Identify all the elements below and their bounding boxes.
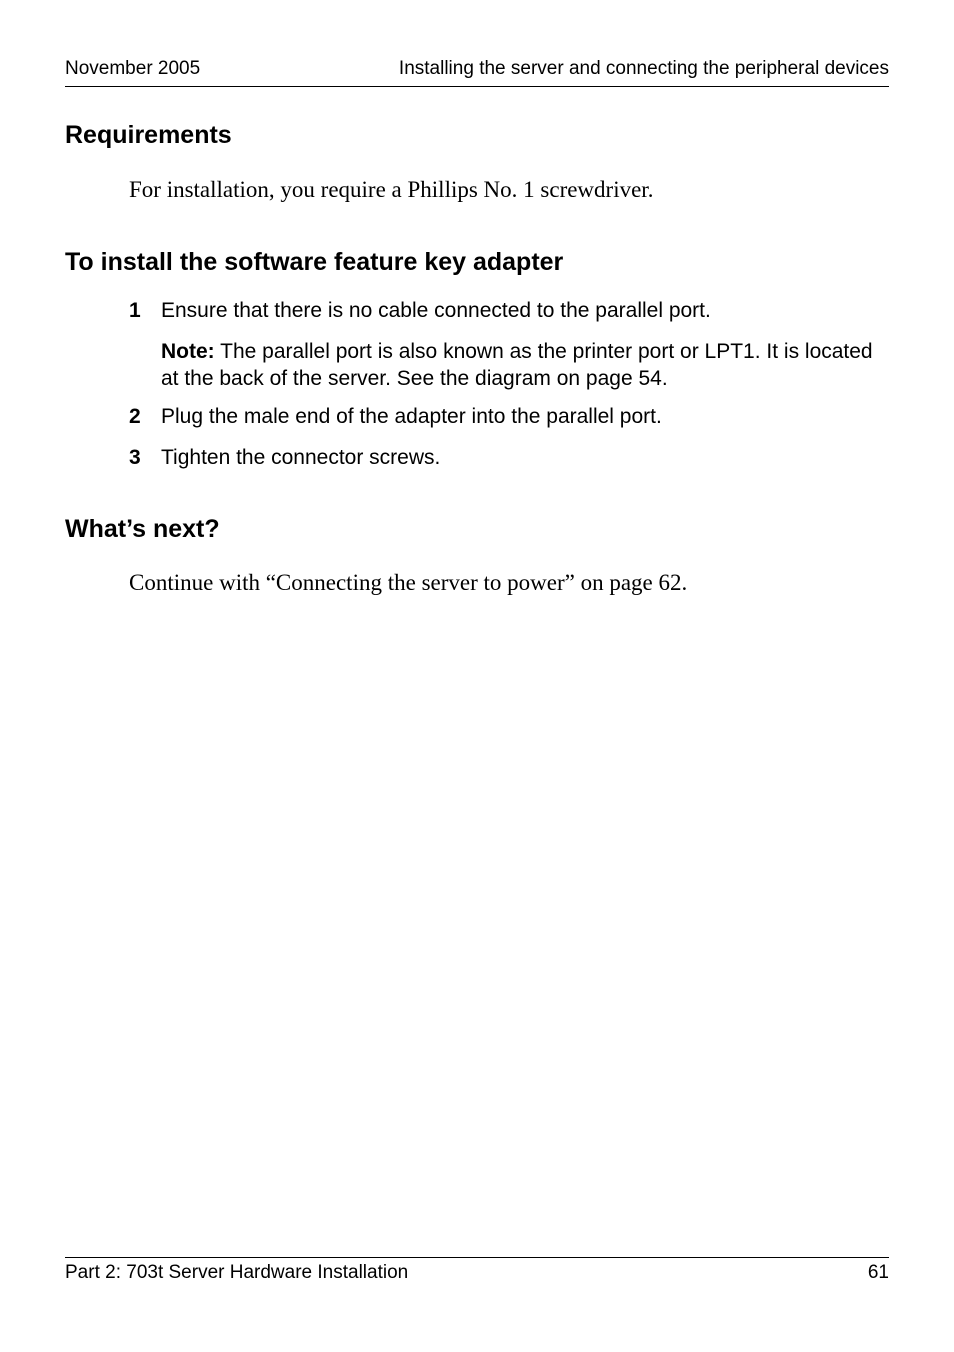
header-chapter-title: Installing the server and connecting the peripheral devices bbox=[398, 58, 889, 79]
page-number: 61 bbox=[867, 1262, 889, 1283]
note bbox=[161, 338, 881, 392]
requirements-text: For installation, you require a Phillips No. 1 screwdriver. bbox=[129, 177, 654, 202]
whats-next-text: Continue with “Connecting the server to power” on page 62. bbox=[129, 570, 688, 595]
step-text: Ensure that there is no cable connected to the parallel port. bbox=[161, 299, 711, 322]
step-number: 1 bbox=[129, 299, 141, 322]
requirements-heading: Requirements bbox=[65, 121, 232, 149]
note-label: Note: bbox=[161, 340, 215, 363]
page-header bbox=[65, 58, 889, 87]
note-text: The parallel port is also known as the printer port or LPT1. It is located at the back of the server. See the diagram on page 54. bbox=[161, 340, 873, 390]
step-number: 2 bbox=[129, 405, 141, 428]
footer-part-title: Part 2: 703t Server Hardware Installation bbox=[65, 1262, 409, 1283]
step-text: Tighten the connector screws. bbox=[161, 446, 441, 469]
step-number: 3 bbox=[129, 446, 141, 469]
whats-next-heading: What’s next? bbox=[65, 515, 220, 543]
header-date: November 2005 bbox=[65, 58, 201, 79]
page-footer bbox=[65, 1257, 889, 1283]
install-heading: To install the software feature key adapter bbox=[65, 248, 564, 276]
step-text: Plug the male end of the adapter into the parallel port. bbox=[161, 405, 662, 428]
